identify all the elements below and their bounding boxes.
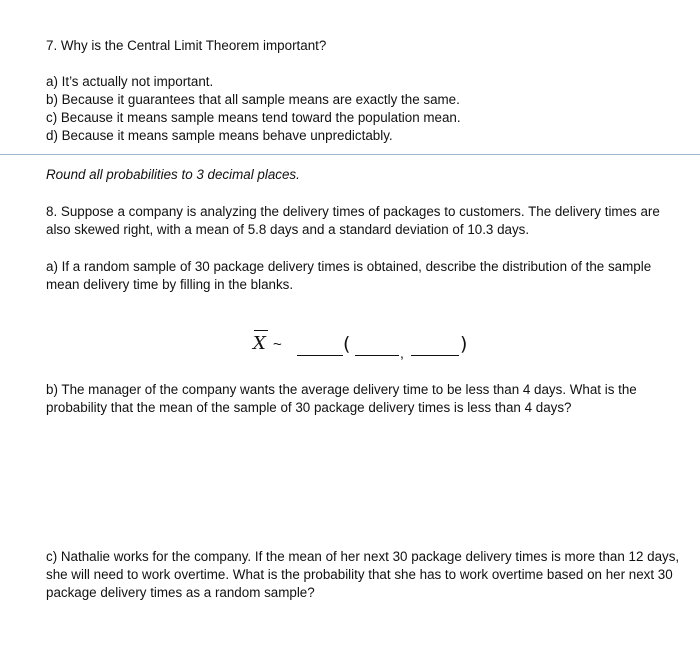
- question-7-text: 7. Why is the Central Limit Theorem important?: [46, 38, 327, 53]
- question-8-part-a: a) If a random sample of 30 package delivery times is obtained, describe the distribution of the sample mean delivery time by filling in the blanks.: [46, 259, 652, 292]
- option-b: b) Because it guarantees that all sample means are exactly the same.: [46, 92, 460, 107]
- open-paren: (: [343, 333, 351, 355]
- xbar-overline: [254, 330, 268, 331]
- option-a: a) It’s actually not important.: [46, 74, 214, 89]
- close-paren: ): [460, 333, 468, 355]
- question-8-part-c: c) Nathalie works for the company. If the mean of her next 30 package delivery times is more than 12 days, she will need to work overtime. What is the probability that she has to work overtime based on her next 30 package delivery times as a random sample?: [46, 549, 680, 600]
- std-dev-blank[interactable]: [411, 355, 459, 356]
- comma: ,: [400, 345, 404, 361]
- xbar-symbol: X: [253, 333, 266, 354]
- tilde-symbol: ~: [273, 336, 282, 353]
- option-c: c) Because it means sample means tend toward the population mean.: [46, 110, 461, 125]
- question-8-intro: 8. Suppose a company is analyzing the delivery times of packages to customers. The delivery times are also skewed right, with a mean of 5.8 days and a standard deviation of 10.3 days.: [46, 204, 660, 237]
- section-divider: [0, 154, 700, 155]
- option-d: d) Because it means sample means behave unpredictably.: [46, 128, 393, 143]
- rounding-instructions: Round all probabilities to 3 decimal places.: [46, 167, 300, 182]
- distribution-blank[interactable]: [297, 355, 343, 356]
- question-7-options: [46, 73, 461, 145]
- mean-blank[interactable]: [355, 355, 399, 356]
- question-8-part-b: b) The manager of the company wants the average delivery time to be less than 4 days. What is the probability that the mean of the sample of 30 package delivery times is less than 4 days?: [46, 382, 637, 415]
